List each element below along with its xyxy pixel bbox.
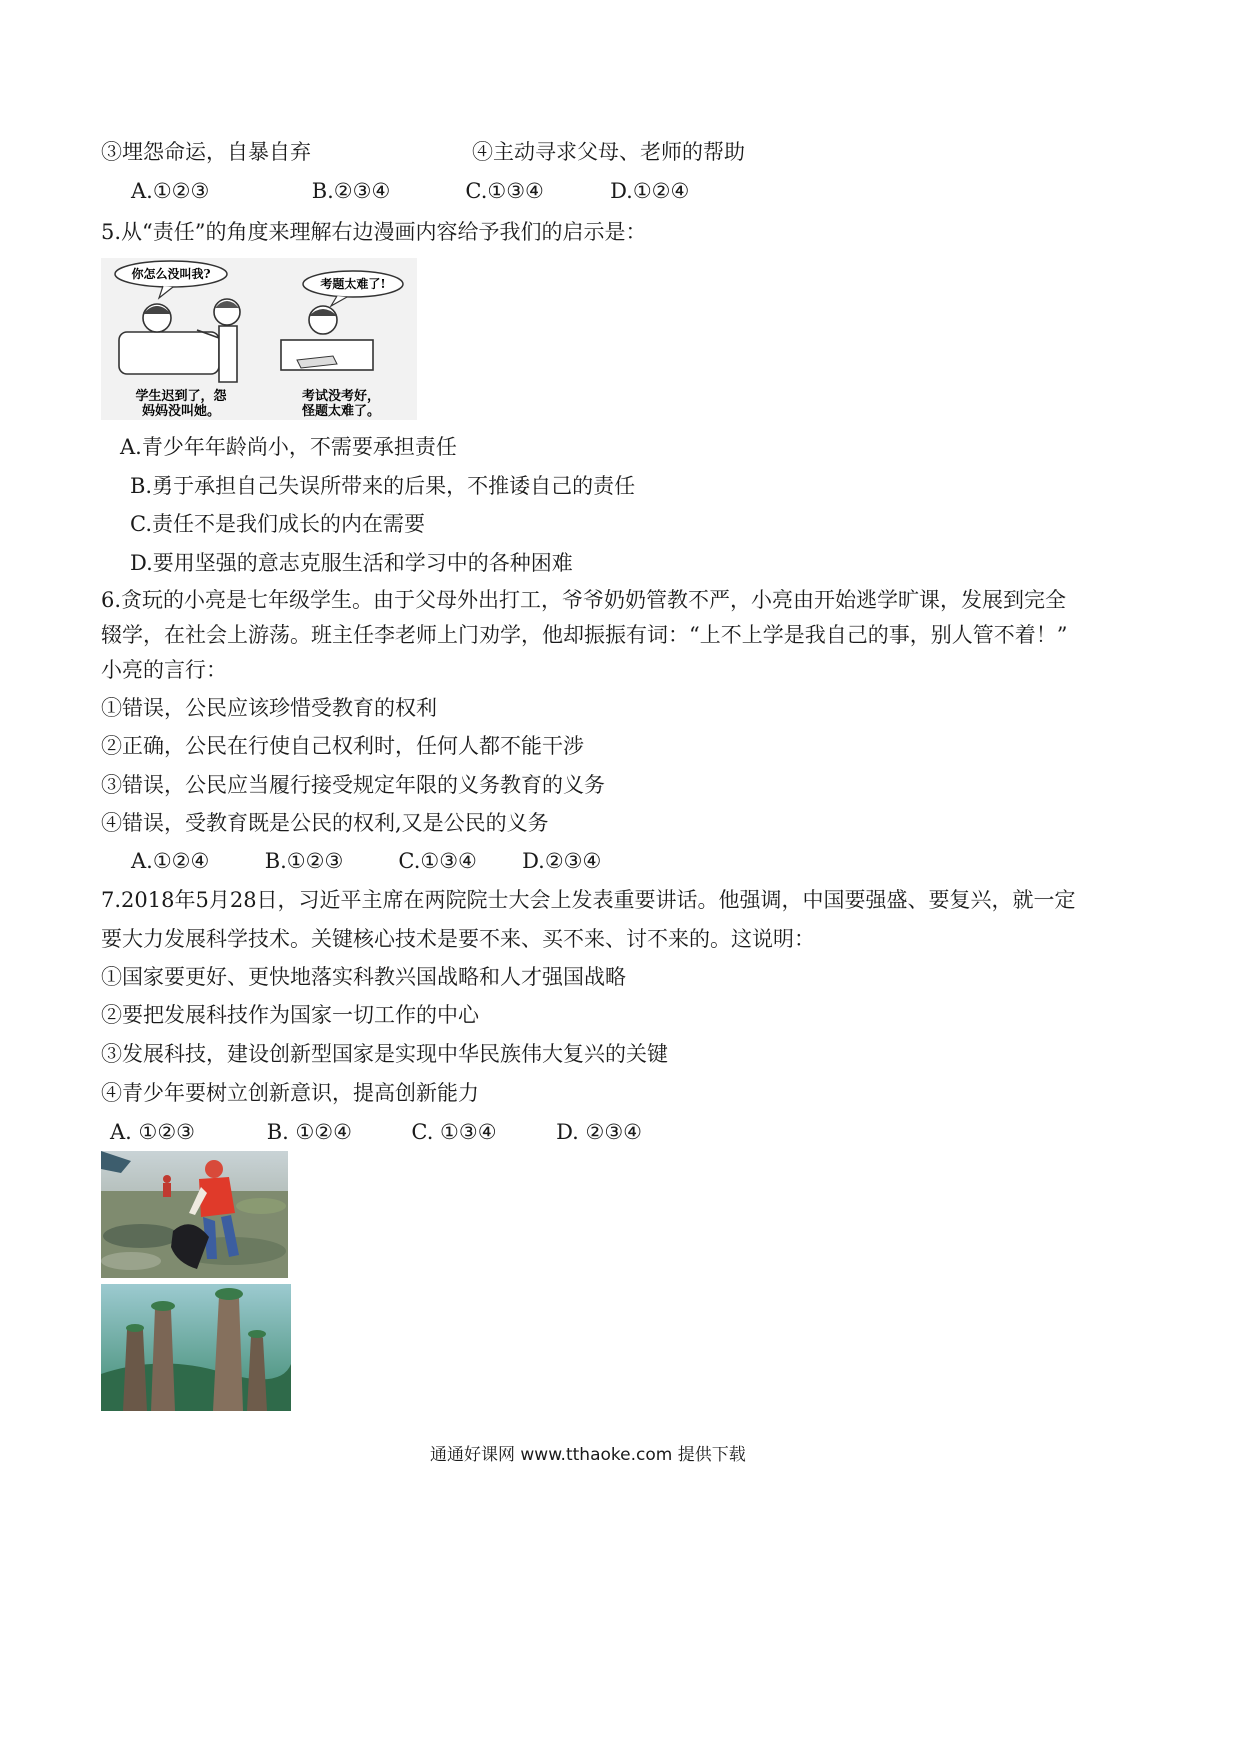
q7-options	[110, 1117, 642, 1147]
cartoon-bubble-left: 你怎么没叫我?	[131, 267, 211, 281]
page-footer: 通通好课网 www.tthaoke.com 提供下载	[430, 1445, 746, 1465]
q6-stem-line-2: 辍学，在社会上游荡。班主任李老师上门劝学，他却振振有词：“上不上学是我自己的事，别人管不着！”	[101, 623, 1068, 647]
q4-option-a: A.①②③	[131, 179, 210, 203]
q6-item-4: ④错误，受教育既是公民的权利,又是公民的义务	[101, 811, 549, 835]
q6-options	[131, 846, 601, 876]
photo-stone-pillars	[101, 1284, 291, 1411]
q7-option-d: D. ②③④	[556, 1120, 642, 1144]
q7-option-b: B. ①②④	[266, 1120, 352, 1144]
q7-stem-line-1: 7.2018年5月28日，习近平主席在两院院士大会上发表重要讲话。他强调，中国要强盛、要复兴，就一定	[101, 888, 1076, 912]
q7-item-1: ①国家要更好、更快地落实科教兴国战略和人才强国战略	[101, 965, 626, 989]
q6-option-c: C.①③④	[398, 849, 477, 873]
q5-choice-b: B.勇于承担自己失误所带来的后果，不推诿自己的责任	[130, 474, 636, 498]
q6-item-1: ①错误，公民应该珍惜受教育的权利	[101, 696, 437, 720]
q6-item-2: ②正确，公民在行使自己权利时，任何人都不能干涉	[101, 734, 584, 758]
q5-choice-c: C.责任不是我们成长的内在需要	[130, 512, 425, 536]
q7-item-3: ③发展科技，建设创新型国家是实现中华民族伟大复兴的关键	[101, 1042, 668, 1066]
q5-stem: 5.从“责任”的角度来理解右边漫画内容给予我们的启示是：	[101, 220, 647, 244]
photo-volunteer-cleanup	[101, 1151, 288, 1278]
q4-options	[131, 176, 689, 206]
q5-choice-d: D.要用坚强的意志克服生活和学习中的各种困难	[130, 551, 573, 575]
q7-stem-line-2: 要大力发展科学技术。关键核心技术是要不来、买不来、讨不来的。这说明：	[101, 927, 815, 951]
q6-option-b: B.①②③	[264, 849, 344, 873]
q6-option-d: D.②③④	[522, 849, 602, 873]
q4-option-d: D.①②④	[610, 179, 690, 203]
q4-item-3: ③埋怨命运，自暴自弃	[101, 140, 311, 164]
cartoon-caption-left-2: 妈妈没叫她。	[141, 404, 221, 419]
cartoon-caption-left-1: 学生迟到了，怨	[135, 389, 227, 404]
cartoon-caption-right-1: 考试没考好，	[301, 389, 381, 404]
cartoon-bubble-right: 考题太难了!	[320, 277, 386, 291]
cartoon-illustration	[101, 258, 417, 420]
q7-item-2: ②要把发展科技作为国家一切工作的中心	[101, 1003, 479, 1027]
q4-option-b: B.②③④	[311, 179, 391, 203]
q6-stem-line-1: 6.贪玩的小亮是七年级学生。由于父母外出打工，爷爷奶奶管教不严，小亮由开始逃学旷课，发展到完全	[101, 588, 1067, 612]
q7-item-4: ④青少年要树立创新意识，提高创新能力	[101, 1081, 479, 1105]
q5-cartoon	[101, 258, 417, 420]
q6-item-3: ③错误，公民应当履行接受规定年限的义务教育的义务	[101, 773, 605, 797]
q6-option-a: A.①②④	[131, 849, 210, 873]
cartoon-caption-right-2: 怪题太难了。	[301, 404, 381, 419]
q4-item-4: ④主动寻求父母、老师的帮助	[472, 140, 745, 164]
q5-choice-a: A.青少年年龄尚小，不需要承担责任	[120, 435, 457, 459]
q7-option-a: A. ①②③	[110, 1120, 195, 1144]
q4-option-c: C.①③④	[465, 179, 544, 203]
q6-stem-line-3: 小亮的言行：	[101, 658, 227, 682]
q7-option-c: C. ①③④	[411, 1120, 497, 1144]
